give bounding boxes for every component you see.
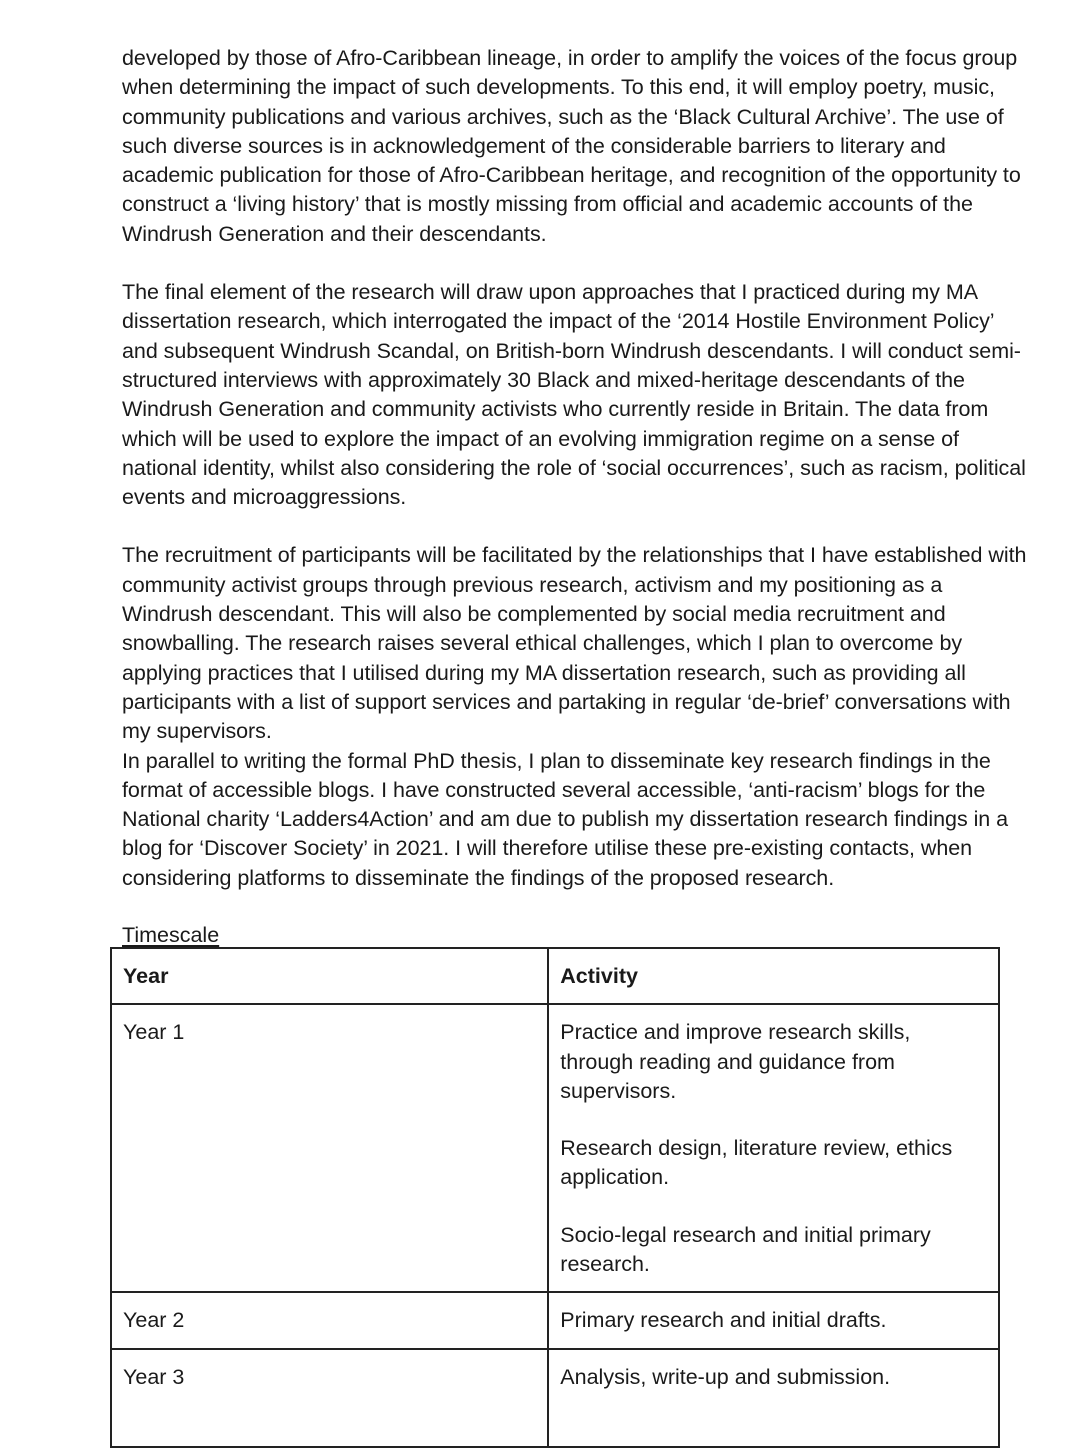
table-header-row <box>111 948 999 1004</box>
year-cell: Year 2 <box>111 1292 548 1348</box>
activity-cell <box>548 1349 999 1447</box>
activity-spacer <box>560 1193 988 1221</box>
paragraph-recruitment: The recruitment of participants will be facilitated by the relationships that I have established with community activist groups through previous research, activism and my positioning as a Windrush descendant. This will also be complemented by social media recruitment and snowballing. The research raises several ethical challenges, which I plan to overcome by applying practices that I utilised during my MA dissertation research, such as providing all participants with a list of support services and partaking in regular ‘de-brief’ conversations with my supervisors. <box>122 543 1027 744</box>
activity-spacer <box>560 1106 988 1134</box>
paragraph-spacer <box>122 249 1032 278</box>
paragraph-sources: developed by those of Afro-Caribbean lineage, in order to amplify the voices of the focus group when determining the impact of such developments. To this end, it will employ poetry, music, community publications and various archives, such as the ‘Black Cultural Archive’. The use of such diverse sources is in acknowledgement of the considerable barriers to literary and academic publication for those of Afro-Caribbean heritage, and recognition of the opportunity to construct a ‘living history’ that is mostly missing from official and academic accounts of the Windrush Generation and their descendants. <box>122 46 1021 246</box>
activity-item: Primary research and initial drafts. <box>560 1308 887 1333</box>
header-activity: Activity <box>548 948 999 1004</box>
year-cell: Year 1 <box>111 1004 548 1292</box>
table-row <box>111 1292 999 1348</box>
paragraph-spacer <box>122 512 1032 541</box>
activity-item: Socio-legal research and initial primary research. <box>560 1222 931 1277</box>
activity-cell <box>548 1004 999 1292</box>
timescale-table <box>110 947 1000 1448</box>
activity-cell <box>548 1292 999 1348</box>
table-row <box>111 1004 999 1292</box>
paragraph-interviews: The final element of the research will draw upon approaches that I practiced during my MA dissertation research, which interrogated the impact of the ‘2014 Hostile Environment Policy’ and subsequent Windrush Scandal, on British-born Windrush descendants. I will conduct semi-structured interviews with approximately 30 Black and mixed-heritage descendants of the Windrush Generation and community activists who currently reside in Britain. The data from which will be used to explore the impact of an evolving immigration regime on a sense of national identity, whilst also considering the role of ‘social occurrences’, such as racism, political events and microaggressions. <box>122 280 1026 510</box>
activity-item: Research design, literature review, ethics application. <box>560 1136 953 1190</box>
activity-item: Analysis, write-up and submission. <box>560 1364 891 1389</box>
paragraph-dissemination: In parallel to writing the formal PhD thesis, I plan to disseminate key research findings in the format of accessible blogs. I have constructed several accessible, ‘anti-racism’ blogs for the National charity ‘Ladders4Action’ and am due to publish my dissertation research findings in a blog for ‘Discover Society’ in 2021. I will therefore utilise these pre-existing contacts, when considering platforms to disseminate the findings of the proposed research. <box>122 748 1009 890</box>
header-year: Year <box>111 948 548 1004</box>
year-cell: Year 3 <box>111 1349 548 1447</box>
document-body <box>122 44 1032 893</box>
activity-item: Practice and improve research skills, through reading and guidance from supervisors. <box>560 1020 911 1103</box>
timescale-heading: Timescale <box>122 923 220 947</box>
table-row <box>111 1349 999 1447</box>
